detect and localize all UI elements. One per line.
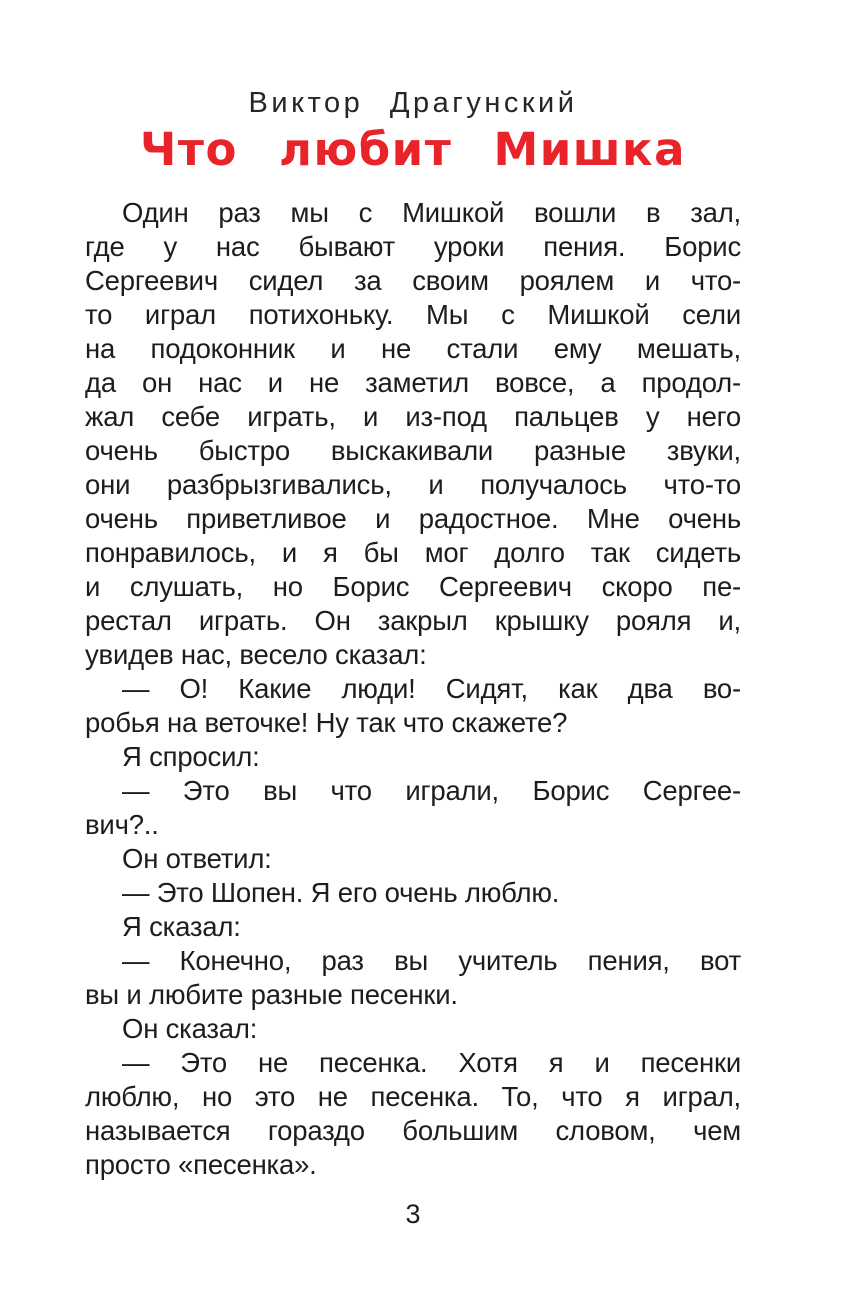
author-name: Виктор Драгунский	[248, 87, 578, 119]
text-line: они разбрызгивались, и получалось что-то	[85, 469, 741, 500]
text-line: очень приветливое и радостное. Мне очень	[85, 503, 741, 534]
text-line: где у нас бывают уроки пения. Борис	[85, 231, 741, 262]
text-line: жал себе играть, и из-под пальцев у него	[85, 401, 741, 432]
text-line: и слушать, но Борис Сергеевич скоро пе-	[85, 571, 741, 602]
text-line: — Это Шопен. Я его очень люблю.	[122, 877, 560, 908]
text-line: увидев нас, весело сказал:	[85, 639, 427, 670]
text-line: очень быстро выскакивали разные звуки,	[85, 435, 741, 466]
story-text	[85, 196, 741, 1182]
text-line: вич?..	[85, 809, 159, 840]
text-line: называется гораздо большим словом, чем	[85, 1115, 741, 1146]
text-line: — О! Какие люди! Сидят, как два во-	[122, 673, 741, 704]
text-line: то играл потихоньку. Мы с Мишкой сели	[85, 299, 741, 330]
story-title: Что любит Мишка	[140, 123, 686, 176]
text-line: на подоконник и не стали ему мешать,	[85, 333, 741, 364]
text-line: робья на веточке! Ну так что скажете?	[85, 707, 568, 738]
text-line: понравилось, и я бы мог долго так сидеть	[85, 537, 741, 568]
text-line: Он ответил:	[122, 843, 272, 874]
text-line: — Это вы что играли, Борис Сергее-	[122, 775, 741, 806]
text-line: Я сказал:	[122, 911, 241, 942]
text-line: — Конечно, раз вы учитель пения, вот	[122, 945, 741, 976]
text-line: рестал играть. Он закрыл крышку рояля и,	[85, 605, 741, 636]
text-line: вы и любите разные песенки.	[85, 979, 458, 1010]
text-line: Я спросил:	[122, 741, 260, 772]
text-line: Сергеевич сидел за своим роялем и что-	[85, 265, 741, 296]
text-line: — Это не песенка. Хотя я и песенки	[122, 1047, 741, 1078]
text-line: просто «песенка».	[85, 1149, 317, 1180]
page-number: 3	[405, 1199, 421, 1229]
text-line: Один раз мы с Мишкой вошли в зал,	[122, 197, 741, 228]
text-line: Он сказал:	[122, 1013, 258, 1044]
text-line: да он нас и не заметил вовсе, а продол-	[85, 367, 741, 398]
text-line: люблю, но это не песенка. То, что я играл,	[85, 1081, 741, 1112]
